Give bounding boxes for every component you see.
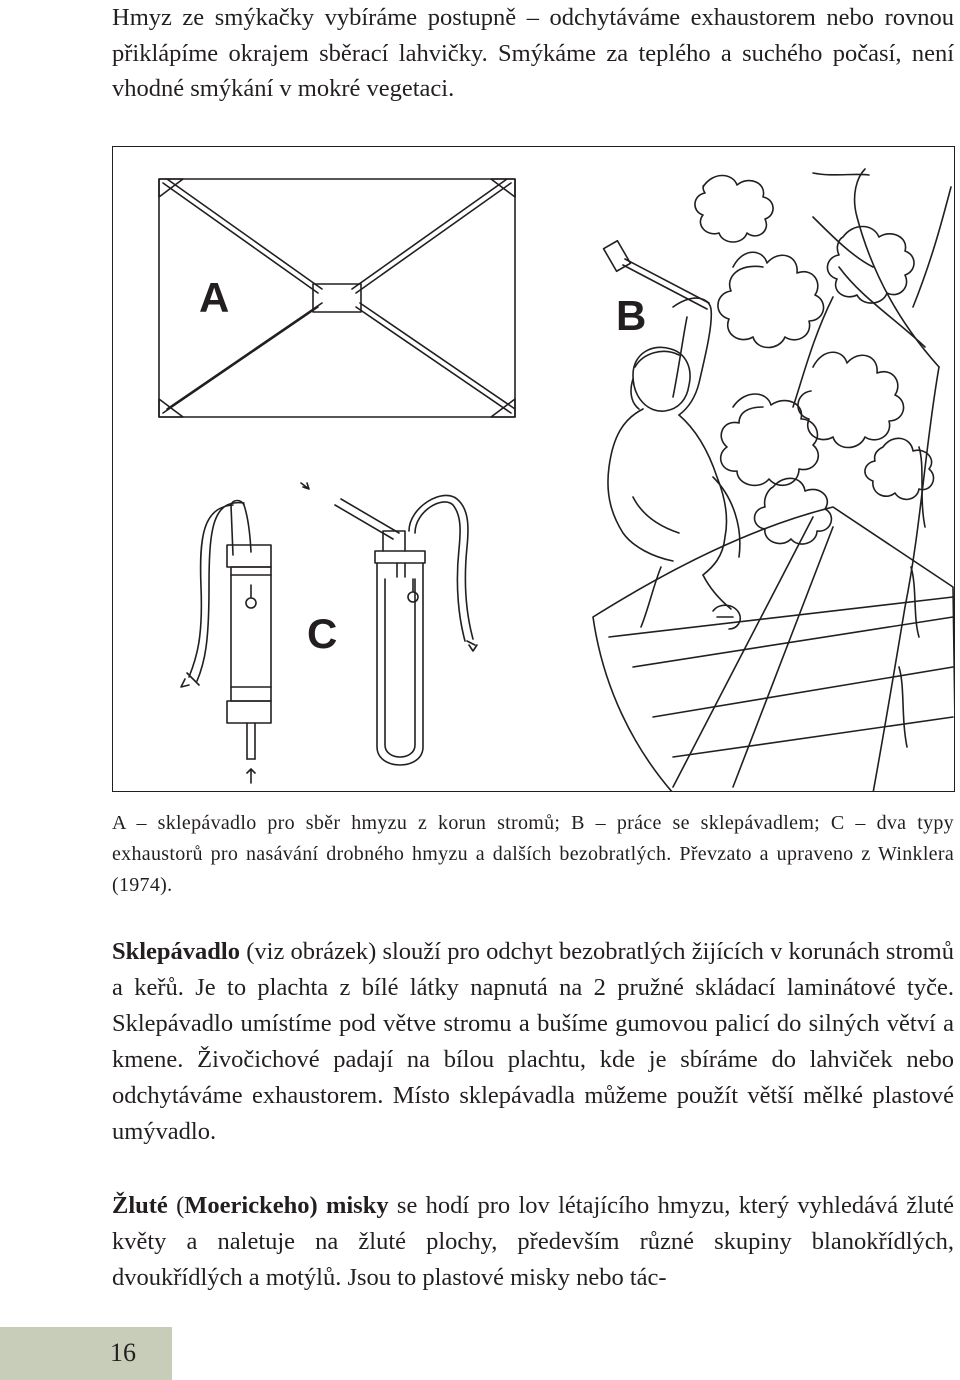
sklepavadlo-paragraph [112, 934, 954, 1150]
tree-and-person-scene [593, 169, 955, 792]
misky-term-2: Moerickeho) misky [184, 1192, 389, 1219]
misky-paren: ( [167, 1192, 185, 1219]
sklepavadlo-term: Sklepávadlo [112, 938, 240, 965]
figure-illustration [112, 146, 955, 792]
page-number-tab [0, 1327, 172, 1380]
page-number: 16 [110, 1338, 136, 1367]
exhaustor-cylinder [181, 501, 271, 784]
figure-drawing [113, 147, 955, 792]
misky-text: se hodí pro lov létajícího hmyzu, který vyhledává žluté květy a naletuje na žluté plochy, především různé skupiny blanokřídlých, dvoukřídlých a motýlů. Jsou to plastové misky nebo tác- [112, 1192, 954, 1291]
figure-label-b: B [616, 292, 647, 339]
misky-paragraph [112, 1188, 954, 1296]
figure-caption: A – sklepávadlo pro sběr hmyzu z korun stromů; B – práce se sklepávadlem; C – dva typy exhaustorů pro nasávání drobného hmyzu a dalších bezobratlých. Převzato a upraveno z Winklera (1974). [112, 812, 954, 896]
sklepavadlo-text: (viz obrázek) slouží pro odchyt bezobratlých žijících v korunách stromů a keřů. Je to plachta z bílé látky napnutá na 2 pružné skládací laminátové tyče. Sklepávadlo umístíme pod větve stromu a bušíme gumovou palicí do silných větví a kmene. Živočichové padají na bílou plachtu, kde je sbíráme do lahviček nebo odchytáváme exhaustorem. Místo sklepávadla můžeme použít větší mělké plastové umývadlo. [112, 938, 954, 1145]
figure-label-a: A [199, 274, 230, 321]
misky-term-1: Žluté [112, 1192, 168, 1219]
figure-label-c: C [307, 610, 338, 657]
intro-paragraph: Hmyz ze smýkačky vybíráme postupně – odchytáváme exhaustorem nebo rovnou přiklápíme okrajem sběrací lahvičky. Smýkáme za teplého a suchého počasí, není vhodné smýkání v mokré vegetaci. [112, 4, 954, 102]
